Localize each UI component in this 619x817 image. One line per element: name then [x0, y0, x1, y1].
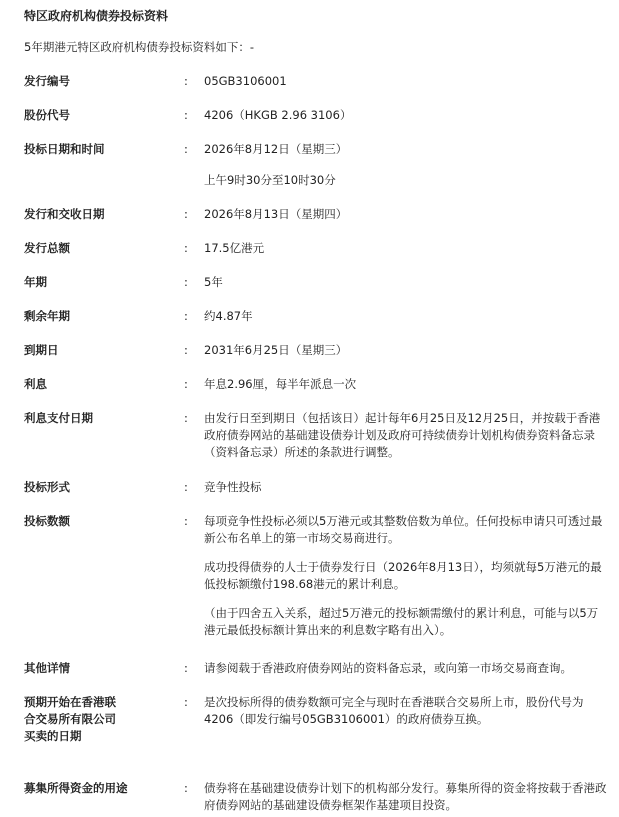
field-colon: : — [184, 514, 188, 528]
field-value — [204, 206, 607, 223]
value-text: 5年 — [204, 275, 223, 289]
field-label: 投标形式 — [24, 480, 70, 494]
field-label: 利息 — [24, 377, 47, 391]
field-colon: : — [184, 411, 188, 425]
field-value — [204, 274, 607, 291]
field-value — [204, 780, 607, 814]
value-text: 2026年8月13日（星期四） — [204, 207, 348, 221]
value-text: 由发行日至到期日（包括该日）起计每年6月25日及12月25日，并按载于香港政府债券网站的基础建设债券计划及政府可持续债券计划机构债券资料备忘录（资料备忘录）所述的条款进行调整。 — [204, 411, 601, 459]
value-text: 是次投标所得的债券数额可完全与现时在香港联合交易所上市，股份代号为4206（即发行编号05GB3106001）的政府债券互换。 — [204, 695, 584, 726]
field-colon: : — [184, 241, 188, 255]
field-value — [204, 73, 607, 90]
value-text: 年息2.96厘，每半年派息一次 — [204, 377, 357, 391]
field-value — [204, 342, 607, 359]
field-label: 投标数额 — [24, 514, 70, 528]
field-label: 股份代号 — [24, 108, 70, 122]
value-text: （由于四舍五入关系，超过5万港元的投标额需缴付的累计利息，可能与以5万港元最低投标额计算出来的利息数字略有出入）。 — [204, 606, 599, 637]
field-value — [204, 513, 607, 639]
field-colon: : — [184, 142, 188, 156]
field-label: 年期 — [24, 275, 47, 289]
field-label: 投标日期和时间 — [24, 142, 105, 156]
field-colon: : — [184, 207, 188, 221]
value-text: 2026年8月12日（星期三） — [204, 142, 348, 156]
field-label: 募集所得资金的用途 — [24, 781, 128, 795]
field-label: 发行和交收日期 — [24, 207, 105, 221]
field-colon: : — [184, 343, 188, 357]
field-label: 发行总额 — [24, 241, 70, 255]
field-colon: : — [184, 377, 188, 391]
value-text: 4206（HKGB 2.96 3106） — [204, 108, 352, 122]
field-label: 发行编号 — [24, 74, 70, 88]
value-text: 请参阅载于香港政府债券网站的资料备忘录，或向第一市场交易商查询。 — [204, 661, 572, 675]
field-colon: : — [184, 74, 188, 88]
field-value — [204, 240, 607, 257]
value-text: 17.5亿港元 — [204, 241, 265, 255]
intro-text: 5年期港元特区政府机构债券投标资料如下：- — [24, 40, 254, 54]
field-label: 预期开始在香港联合交易所有限公司买卖的日期 — [24, 695, 116, 743]
field-label: 其他详情 — [24, 661, 70, 675]
field-value — [204, 376, 607, 393]
field-value — [204, 694, 607, 728]
field-colon: : — [184, 309, 188, 323]
value-text: 成功投得债券的人士于债券发行日（2026年8月13日），均须就每5万港元的最低投标额缴付198.68港元的累计利息。 — [204, 560, 602, 591]
value-text: 债券将在基础建设债券计划下的机构部分发行。募集所得的资金将按载于香港政府债券网站的基础建设债券框架作基建项目投资。 — [204, 781, 607, 812]
field-colon: : — [184, 275, 188, 289]
field-value — [204, 660, 607, 677]
field-colon: : — [184, 661, 188, 675]
value-text: 每项竞争性投标必须以5万港元或其整数倍数为单位。任何投标申请只可透过最新公布名单上的第一市场交易商进行。 — [204, 514, 603, 545]
field-value — [204, 410, 607, 461]
field-value — [204, 107, 607, 124]
field-value — [204, 141, 607, 189]
field-colon: : — [184, 108, 188, 122]
field-label: 利息支付日期 — [24, 411, 93, 425]
field-colon: : — [184, 781, 188, 795]
field-colon: : — [184, 695, 188, 709]
value-text: 2031年6月25日（星期三） — [204, 343, 348, 357]
value-text: 05GB3106001 — [204, 74, 287, 88]
field-label: 剩余年期 — [24, 309, 70, 323]
field-value — [204, 479, 607, 496]
field-colon: : — [184, 480, 188, 494]
page-title: 特区政府机构债券投标资料 — [24, 9, 169, 23]
field-value — [204, 308, 607, 325]
value-text: 竞争性投标 — [204, 480, 262, 494]
value-text: 约4.87年 — [204, 309, 253, 323]
field-label: 到期日 — [24, 343, 59, 357]
value-text: 上午9时30分至10时30分 — [204, 173, 336, 187]
